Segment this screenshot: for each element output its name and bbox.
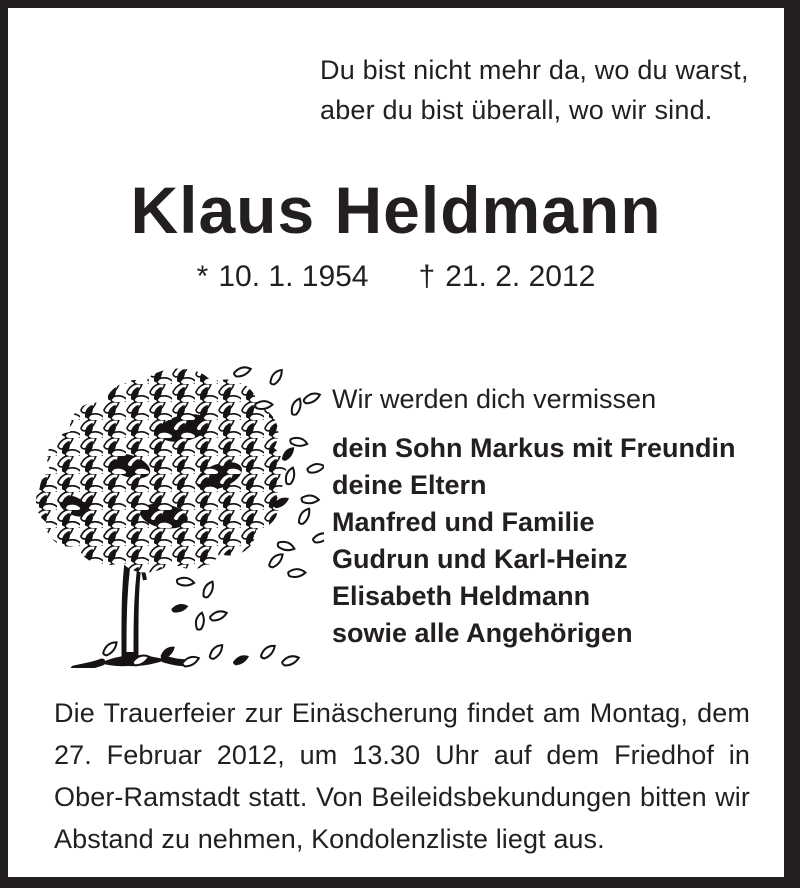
mourners-column xyxy=(332,366,736,652)
death-date-value: 21. 2. 2012 xyxy=(445,260,596,293)
quote-line-2: aber du bist überall, wo wir sind. xyxy=(320,95,713,125)
mourner-item: dein Sohn Markus mit Freundin xyxy=(332,433,736,463)
mourner-item: deine Eltern xyxy=(332,470,487,500)
mourner-item: Elisabeth Heldmann xyxy=(332,581,591,611)
windswept-tree-icon xyxy=(34,366,324,668)
quote-line-1: Du bist nicht mehr da, wo du warst, xyxy=(320,55,749,85)
death-cross-icon: † xyxy=(418,260,436,293)
mourner-item: Manfred und Familie xyxy=(332,507,595,537)
mourners-list xyxy=(332,430,736,652)
middle-section xyxy=(8,366,784,668)
death-date xyxy=(419,258,596,296)
birth-date xyxy=(197,258,369,296)
memorial-quote xyxy=(320,50,760,130)
mourner-item: sowie alle Angehörigen xyxy=(332,618,633,648)
farewell-line: Wir werden dich vermissen xyxy=(332,384,657,414)
tree-illustration xyxy=(34,366,324,668)
mourner-item: Gudrun und Karl-Heinz xyxy=(332,544,628,574)
birth-date-value: 10. 1. 1954 xyxy=(218,260,369,293)
deceased-name: Klaus Heldmann xyxy=(130,173,662,247)
birth-star-icon: * xyxy=(196,260,209,293)
funeral-announcement: Die Trauerfeier zur Einäscherung findet am Montag, dem 27. Februar 2012, um 13.30 Uhr auf dem Friedhof in Ober-Ramstadt statt. Von Beileidsbekundungen bitten wir Abstand zu nehmen, Kondolenzliste liegt aus. xyxy=(54,698,750,854)
life-dates xyxy=(8,258,784,296)
